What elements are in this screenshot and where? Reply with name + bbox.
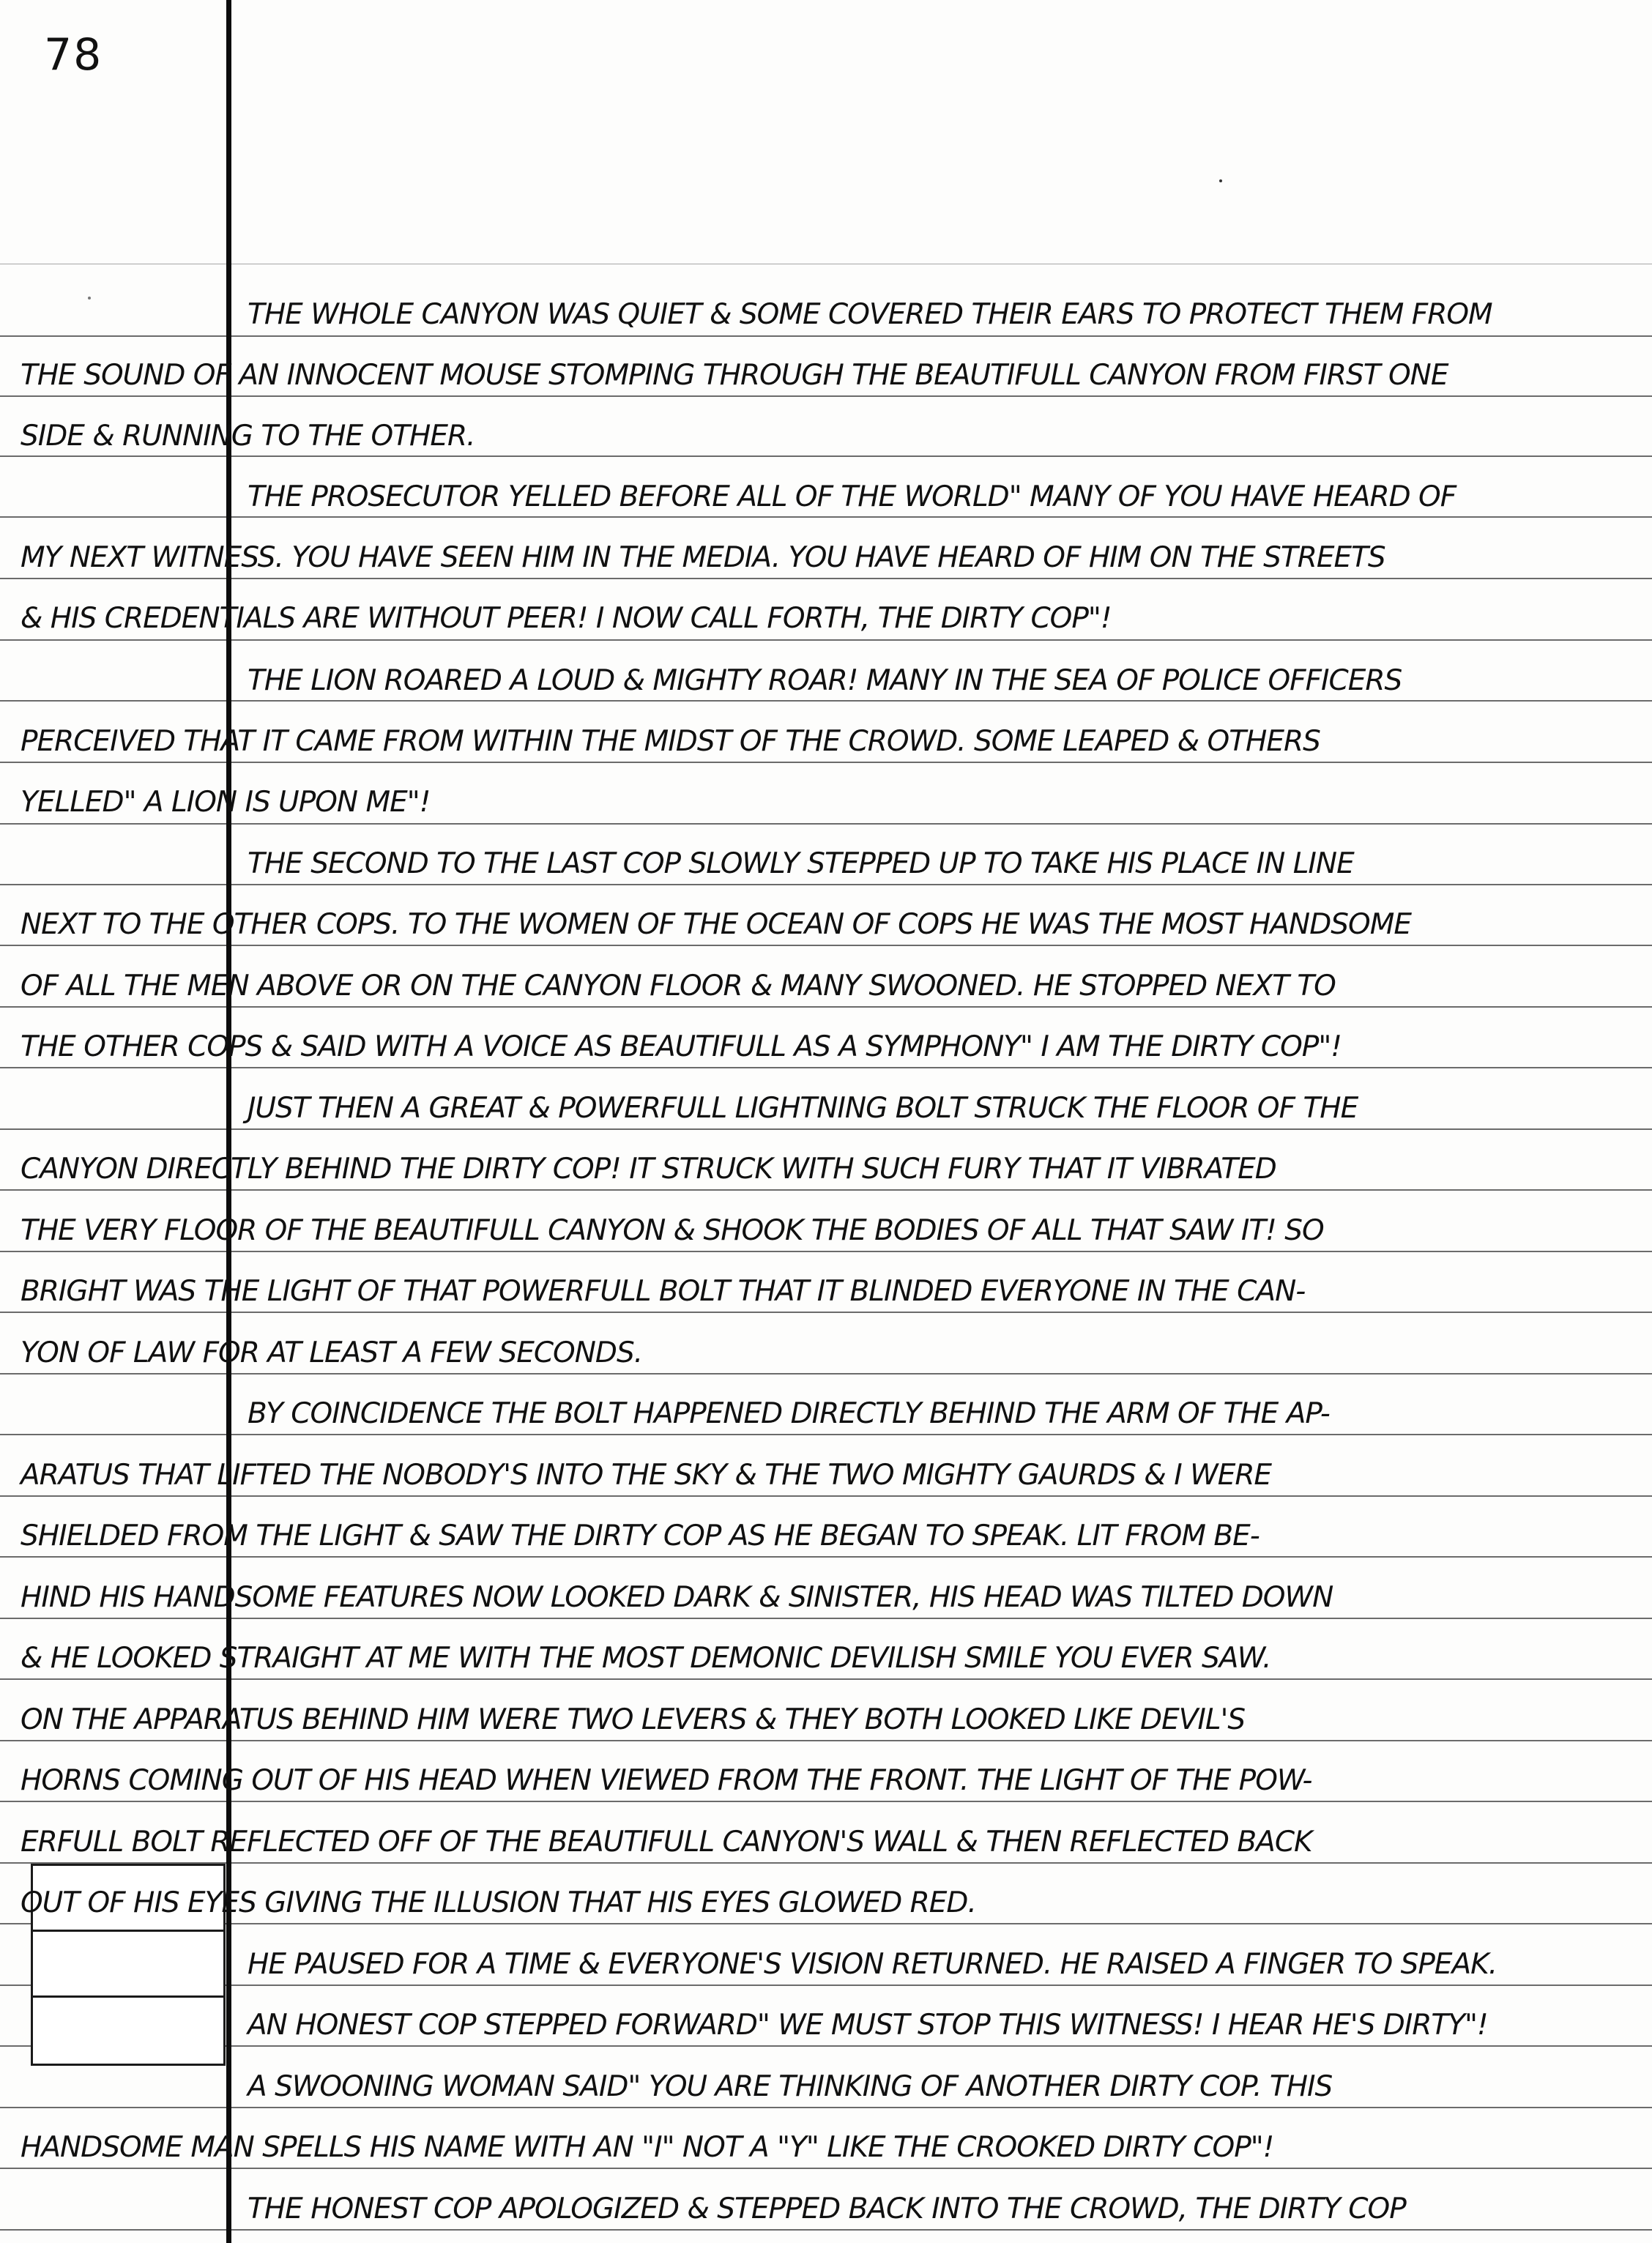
text-line: YON OF LAW FOR AT LEAST A FEW SECONDS.	[21, 1336, 643, 1369]
ruled-line	[0, 1801, 1652, 1802]
ruled-line	[0, 2107, 1652, 2108]
ruled-line	[0, 578, 1652, 579]
text-line: HORNS COMING OUT OF HIS HEAD WHEN VIEWED FROM THE FRONT. THE LIGHT OF THE POW-	[21, 1764, 1312, 1797]
ruled-line	[0, 1373, 1652, 1375]
ruled-line	[0, 1618, 1652, 1619]
text-line: OUT OF HIS EYES GIVING THE ILLUSION THAT HIS EYES GLOWED RED.	[21, 1886, 976, 1919]
ruled-line	[0, 700, 1652, 702]
text-line: THE OTHER COPS & SAID WITH A VOICE AS BEAUTIFULL AS A SYMPHONY" I AM THE DIRTY COP"!	[21, 1030, 1342, 1063]
ruled-line	[0, 2229, 1652, 2231]
ruled-line	[0, 762, 1652, 763]
ruled-line	[0, 1067, 1652, 1068]
text-line: PERCEIVED THAT IT CAME FROM WITHIN THE MIDST OF THE CROWD. SOME LEAPED & OTHERS	[21, 725, 1320, 758]
text-line: THE VERY FLOOR OF THE BEAUTIFULL CANYON & SHOOK THE BODIES OF ALL THAT SAW IT! SO	[21, 1214, 1324, 1247]
text-line: JUST THEN A GREAT & POWERFULL LIGHTNING BOLT STRUCK THE FLOOR OF THE	[248, 1092, 1358, 1125]
ruled-line	[0, 884, 1652, 885]
ruled-line	[0, 395, 1652, 397]
ruled-line	[0, 1556, 1652, 1558]
text-line: HANDSOME MAN SPELLS HIS NAME WITH AN "I" NOT A "Y" LIKE THE CROOKED DIRTY COP"!	[21, 2131, 1274, 2164]
ruled-line	[0, 823, 1652, 825]
text-line: BRIGHT WAS THE LIGHT OF THAT POWERFULL BOLT THAT IT BLINDED EVERYONE IN THE CAN-	[21, 1275, 1306, 1308]
text-line: THE HONEST COP APOLOGIZED & STEPPED BACK INTO THE CROWD, THE DIRTY COP	[248, 2192, 1406, 2225]
text-line: ERFULL BOLT REFLECTED OFF OF THE BEAUTIFULL CANYON'S WALL & THEN REFLECTED BACK	[21, 1826, 1312, 1859]
text-line: ARATUS THAT LIFTED THE NOBODY'S INTO THE SKY & THE TWO MIGHTY GAURDS & I WERE	[21, 1459, 1272, 1492]
ruled-line	[0, 1251, 1652, 1252]
ruled-line	[0, 1985, 1652, 1986]
text-line: A SWOONING WOMAN SAID" YOU ARE THINKING OF ANOTHER DIRTY COP. THIS	[248, 2070, 1333, 2103]
text-line: THE PROSECUTOR YELLED BEFORE ALL OF THE WORLD" MANY OF YOU HAVE HEARD OF	[248, 480, 1456, 513]
ruled-line	[0, 1923, 1652, 1924]
margin-box	[31, 1995, 226, 2066]
text-line: BY COINCIDENCE THE BOLT HAPPENED DIRECTLY BEHIND THE ARM OF THE AP-	[248, 1397, 1330, 1430]
text-line: NEXT TO THE OTHER COPS. TO THE WOMEN OF THE OCEAN OF COPS HE WAS THE MOST HANDSOME	[21, 908, 1412, 941]
text-line: SHIELDED FROM THE LIGHT & SAW THE DIRTY COP AS HE BEGAN TO SPEAK. LIT FROM BE-	[21, 1519, 1260, 1552]
text-line: AN HONEST COP STEPPED FORWARD" WE MUST STOP THIS WITNESS! I HEAR HE'S DIRTY"!	[248, 2009, 1488, 2042]
ruled-line	[0, 2045, 1652, 2047]
ink-speck	[88, 297, 91, 300]
page-number: 78	[44, 29, 103, 81]
margin-box	[31, 1930, 226, 2000]
ink-speck	[1219, 179, 1222, 182]
ruled-line	[0, 1189, 1652, 1191]
text-line: THE SECOND TO THE LAST COP SLOWLY STEPPED UP TO TAKE HIS PLACE IN LINE	[248, 847, 1354, 880]
ruled-line	[0, 2168, 1652, 2169]
text-line: & HIS CREDENTIALS ARE WITHOUT PEER! I NOW CALL FORTH, THE DIRTY COP"!	[21, 602, 1112, 635]
text-line: HIND HIS HANDSOME FEATURES NOW LOOKED DARK & SINISTER, HIS HEAD WAS TILTED DOWN	[21, 1581, 1333, 1614]
ruled-line	[0, 1678, 1652, 1680]
text-line: YELLED" A LION IS UPON ME"!	[21, 786, 431, 819]
ruled-line	[0, 1128, 1652, 1130]
ruled-line	[0, 1862, 1652, 1864]
ruled-line	[0, 1495, 1652, 1497]
ruled-line	[0, 1312, 1652, 1313]
text-line: THE LION ROARED A LOUD & MIGHTY ROAR! MANY IN THE SEA OF POLICE OFFICERS	[248, 664, 1402, 697]
text-line: SIDE & RUNNING TO THE OTHER.	[21, 420, 475, 453]
ruled-line	[0, 516, 1652, 518]
ruled-line	[0, 945, 1652, 946]
text-line: CANYON DIRECTLY BEHIND THE DIRTY COP! IT STRUCK WITH SUCH FURY THAT IT VIBRATED	[21, 1153, 1276, 1186]
text-line: THE WHOLE CANYON WAS QUIET & SOME COVERED THEIR EARS TO PROTECT THEM FROM	[248, 298, 1492, 331]
ruled-line	[0, 335, 1652, 337]
text-line: HE PAUSED FOR A TIME & EVERYONE'S VISION RETURNED. HE RAISED A FINGER TO SPEAK.	[248, 1948, 1497, 1981]
ruled-line	[0, 455, 1652, 457]
text-line: ON THE APPARATUS BEHIND HIM WERE TWO LEVERS & THEY BOTH LOOKED LIKE DEVIL'S	[21, 1703, 1246, 1736]
ruled-line	[0, 1740, 1652, 1741]
text-line: & HE LOOKED STRAIGHT AT ME WITH THE MOST DEMONIC DEVILISH SMILE YOU EVER SAW.	[21, 1642, 1271, 1675]
text-line: OF ALL THE MEN ABOVE OR ON THE CANYON FLOOR & MANY SWOONED. HE STOPPED NEXT TO	[21, 970, 1336, 1003]
text-line: MY NEXT WITNESS. YOU HAVE SEEN HIM IN THE MEDIA. YOU HAVE HEARD OF HIM ON THE STREETS	[21, 541, 1385, 574]
ruled-line	[0, 1006, 1652, 1008]
text-line: THE SOUND OF AN INNOCENT MOUSE STOMPING THROUGH THE BEAUTIFULL CANYON FROM FIRST ONE	[21, 359, 1448, 392]
ruled-line	[0, 639, 1652, 641]
ruled-line	[0, 1434, 1652, 1435]
